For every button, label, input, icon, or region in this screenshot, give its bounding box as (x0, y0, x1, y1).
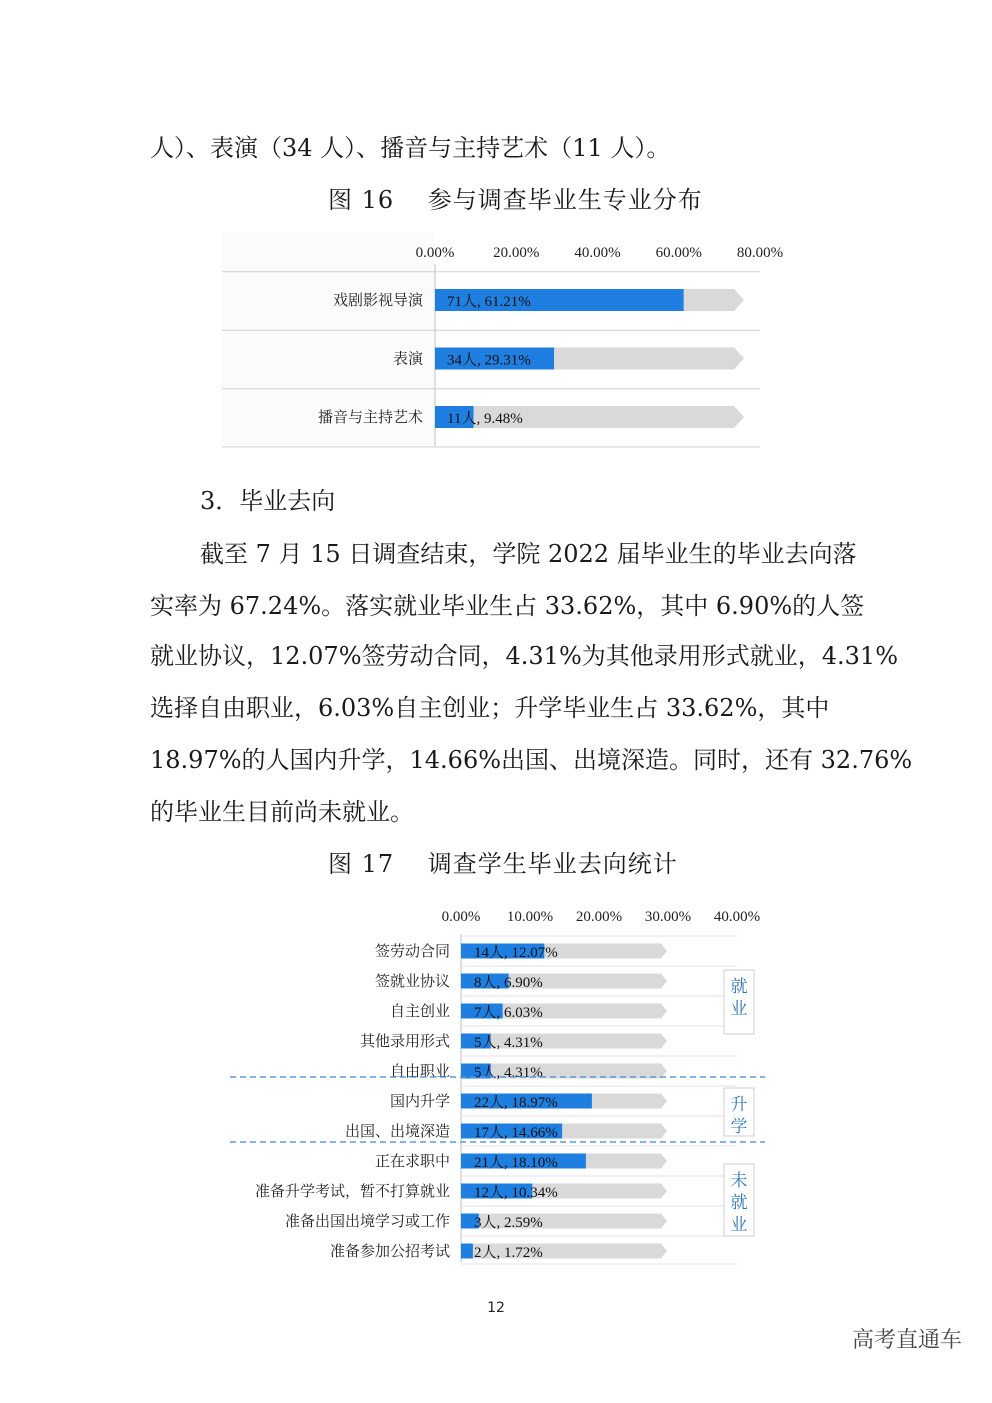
category-label: 播音与主持艺术 (317, 410, 423, 426)
paragraph-line-2: 实率为 67.24%。落实就业毕业生占 33.62%，其中 6.90%的人签 (150, 592, 865, 620)
category-label: 戏剧影视导演 (332, 293, 423, 309)
category-label: 正在求职中 (374, 1154, 450, 1170)
group-label-char: 学 (730, 1117, 748, 1136)
x-tick-label: 20.00% (575, 909, 623, 925)
group-label-char: 就 (730, 1193, 748, 1212)
x-tick-label: 10.00% (506, 909, 554, 925)
data-label: 2人, 1.72% (474, 1245, 543, 1261)
category-label: 表演 (392, 351, 423, 368)
category-label: 准备升学考试，暂不打算就业 (254, 1184, 450, 1200)
paragraph-line-top: 人）、表演（34 人）、播音与主持艺术（11 人）。 (150, 134, 671, 162)
category-label: 自由职业 (389, 1064, 450, 1080)
data-label: 34人, 29.31% (447, 352, 531, 369)
data-label: 11人, 9.48% (447, 411, 523, 427)
category-label: 国内升学 (389, 1094, 450, 1110)
category-label: 自主创业 (389, 1004, 450, 1020)
x-tick-label: 80.00% (736, 245, 784, 261)
data-label: 14人, 12.07% (474, 945, 558, 961)
paragraph-line-5: 18.97%的人国内升学，14.66%出国、出境深造。同时，还有 32.76% (150, 746, 913, 774)
category-label: 准备出国出境学习或工作 (284, 1214, 450, 1230)
data-label: 5人, 4.31% (474, 1065, 543, 1081)
data-label: 8人, 6.90% (474, 975, 543, 991)
data-label: 12人, 10.34% (474, 1185, 558, 1201)
data-label: 3人, 2.59% (474, 1215, 543, 1231)
figure-16-caption: 图 16 参与调查毕业生专业分布 (328, 186, 703, 214)
x-tick-label: 0.00% (415, 245, 455, 261)
x-tick-label: 40.00% (713, 909, 761, 925)
x-tick-label: 0.00% (441, 909, 481, 925)
group-label-char: 业 (730, 1215, 748, 1234)
section-3-heading: 3．毕业去向 (200, 487, 336, 515)
x-tick-label: 60.00% (655, 245, 702, 261)
x-tick-label: 30.00% (644, 909, 692, 925)
data-label: 71人, 61.21% (447, 294, 531, 310)
group-label-char: 就 (730, 977, 748, 996)
group-label-char: 业 (730, 999, 748, 1018)
data-label: 5人, 4.31% (474, 1035, 543, 1051)
data-label: 17人, 14.66% (474, 1125, 558, 1141)
group-label-char: 升 (730, 1095, 748, 1114)
x-tick-label: 40.00% (574, 245, 621, 261)
data-label: 21人, 18.10% (474, 1155, 558, 1171)
category-label: 准备参加公招考试 (329, 1244, 450, 1260)
paragraph-line-3: 就业协议，12.07%签劳动合同，4.31%为其他录用形式就业，4.31% (150, 642, 898, 670)
category-label: 签就业协议 (374, 974, 450, 990)
category-label: 其他录用形式 (359, 1034, 450, 1050)
bar (461, 1244, 473, 1259)
group-label-char: 未 (730, 1171, 748, 1190)
paragraph-line-4: 选择自由职业，6.03%自主创业；升学毕业生占 33.62%，其中 (150, 694, 830, 722)
paragraph-line-6: 的毕业生目前尚未就业。 (150, 798, 414, 826)
page-number: 12 (487, 1300, 505, 1316)
paragraph-line-1: 截至 7 月 15 日调查结束，学院 2022 届毕业生的毕业去向落 (200, 540, 857, 568)
watermark-text: 高考直通车 (851, 1328, 962, 1353)
data-label: 7人, 6.03% (474, 1005, 543, 1021)
category-label: 出国、出境深造 (344, 1124, 450, 1140)
data-label: 22人, 18.97% (474, 1095, 558, 1111)
figure-17-caption: 图 17 调查学生毕业去向统计 (328, 850, 678, 878)
x-tick-label: 20.00% (493, 245, 540, 261)
category-label: 签劳动合同 (374, 944, 450, 960)
